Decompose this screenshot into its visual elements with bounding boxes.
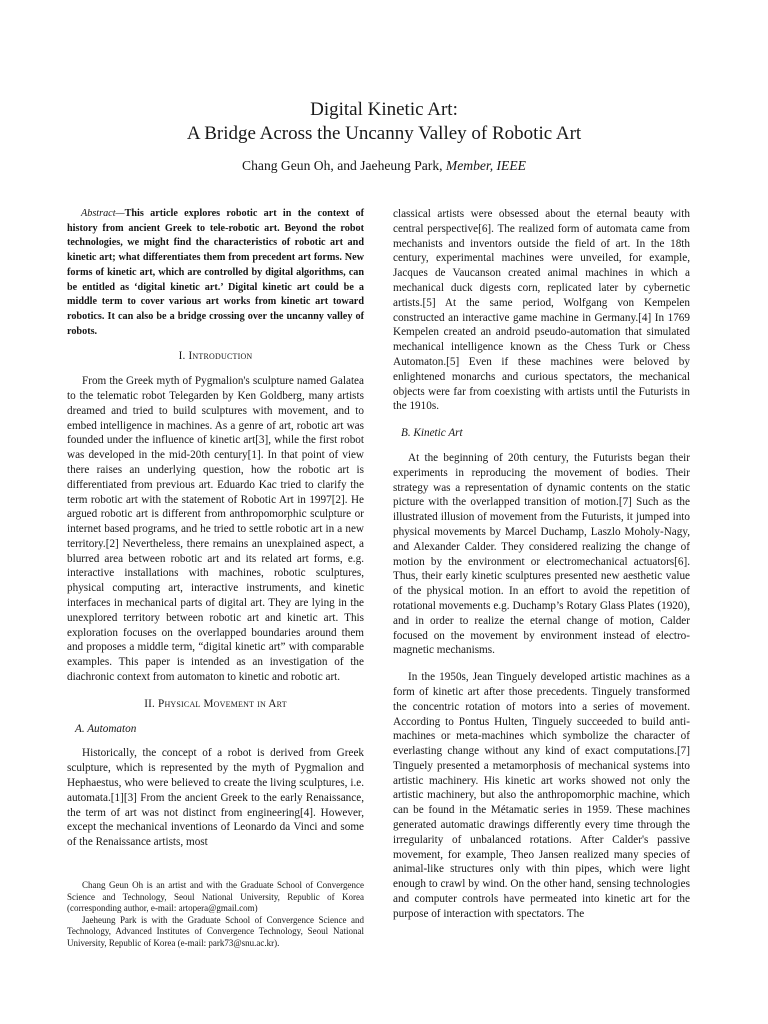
subsection-heading-automaton: A. Automaton: [75, 722, 137, 735]
automaton-paragraph-continued: classical artists were obsessed about the eternal beauty with central perspective[6]. The realized form of automata came from mechanists and inventors outside the field of art. In the 18th century, experimental machines were unveiled, for example, Jacques de Vaucanson created animal machines in which a mechanical duck digests corn, replicated later by cybernetic artists.[5] At the same period, Wolfgang von Kempelen constructed an interactive game machine in Germany.[4] In 1769 Kempelen created an android pseudo-automation that simulated mechanical intelligence known as the Chess Turk or Chess Automaton.[5] Even if these machines were beloved by enlightened monarchs and curious spectators, the mechanical objects were far from coexisting with artists until the Futurists in the 1910s.: [393, 208, 690, 413]
section-heading-introduction: I. Introduction: [178, 350, 253, 363]
right-column: [393, 207, 690, 922]
left-column: [67, 207, 364, 850]
introduction-paragraph: From the Greek myth of Pygmalion's sculpture named Galatea to the telematic robot Telegarden by Ken Goldberg, many artists dreamed and tried to build sculptures with movement, and to embed intelligence in machines. As a genre of art, robotic art was founded under the influence of kinetic art[3], while the first robot was developed in the mid-20th century[1]. In that point of view there raises an underlying question, how the robotic art is differentiated from previous art. Eduardo Kac tried to clarify the term robotic art with the statement of Robotic Art in 1997[2]. He argued robotic art is different from anthropomorphic sculpture or internet based programs, and he tried to settle robotic art in a new territory.[2] Nevertheless, there remains an unexplained aspect, a blurred area between robotic art and its related art forms, e.g. interactive installations with machines, robotic sculptures, physical computing art, interactive instruments, and kinetic interfaces in mechanical parts of digital art. They are lying in the unexplored territory between robotic art and kinetic art. This exploration focuses on the overlapped boundaries around them and proposes a middle term, “digital kinetic art” with comparable examples. This paper is intended as an investigation of the diachronic context from automaton to kinetic and robotic art.: [67, 375, 364, 684]
paper-title-line-1: Digital Kinetic Art:: [310, 99, 458, 120]
author-names: Chang Geun Oh, and Jaeheung Park,: [242, 158, 443, 173]
footnotes: [67, 880, 364, 950]
author-role: Member, IEEE: [445, 158, 526, 173]
author-line: [0, 157, 768, 175]
footnote-author-1: Chang Geun Oh is an artist and with the Graduate School of Convergence Science and Technology, Seoul National University, Republic of Korea (corresponding author, e-mail: artopera@gmail.com): [67, 880, 364, 914]
subsection-heading-kinetic-art: B. Kinetic Art: [401, 427, 463, 440]
footnote-author-2: Jaeheung Park is with the Graduate School of Convergence Science and Technology, Advanced Institutes of Convergence Technology, Seoul National University, Republic of Korea (e-mail: park73@snu.ac.kr).: [67, 914, 364, 948]
automaton-paragraph: Historically, the concept of a robot is derived from Greek sculpture, which is represented by the myth of Pygmalion and Hephaestus, who were believed to create the living sculptures, i.e. automata.[1][3] From the ancient Greek to the early Renaissance, the term of art was not distinct from engineering[4]. However, except the mechanical inventions of Leonardo da Vinci and some of the Renaissance artists, most: [67, 747, 364, 849]
kinetic-art-paragraph-2: In the 1950s, Jean Tinguely developed artistic machines as a form of kinetic art after those precedents. Tinguely transformed the concentric rotation of motors into a series of movement. According to Pontus Hulten, Tinguely succeeded to build anti-machines or meta-machines which symbolize the character of everlasting change without any kind of exact computations.[7] Tinguely presented a metamorphosis of mechanical systems into artistic machinery. His kinetic art works showed not only the artistic machinery, but also the anthropomorphic machine, which can be found in the Métamatic series in 1959. These machines generated automatic drawings differently every time through the irregularity of unbalanced rotations. After Calder's passive movement, for example, Theo Jansen realized many species of animal-like structures only with thin pipes, which were light enough to crawl by wind. On the other hand, sensing technologies and computer controls have permeated into kinetic art for the purpose of interaction with spectators. The: [393, 671, 690, 920]
paper-title-line-2: A Bridge Across the Uncanny Valley of Robotic Art: [186, 123, 582, 144]
abstract: [67, 207, 364, 339]
section-heading-physical-movement: II. Physical Movement in Art: [144, 697, 287, 710]
kinetic-art-paragraph-1: At the beginning of 20th century, the Futurists began their experiments in reproducing the movement of bodies. Their strategy was a representation of dynamic contents on the static picture with the overlapped transition of motion.[7] Such as the illustrated illusion of movement from the Futurists, it jumped into physical movements by Marcel Duchamp, Laszlo Moholy-Nagy, and Alexander Calder. They considered realizing the change of motion by the environment or electromechanical actuators[6]. Thus, their early kinetic sculptures presented new aesthetic value of the physical motion. In an effort to avoid the repetition of rotational movements e.g. Duchamp’s Rotary Glass Plates (1920), and in order to realize the eternal change of motion, Calder focused on the movement by environment instead of electro-magnetic mechanisms.: [393, 451, 690, 657]
abstract-lead: Abstract—: [81, 208, 125, 219]
abstract-text: This article explores robotic art in the context of history from ancient Greek to tele-robotic art. Beyond the robot technologies, we might find the characteristics of robotic art and kinetic art; what differentiates them from precedent art forms. New forms of kinetic art, which are controlled by digital algorithms, can be entitled as ‘digital kinetic art.’ Digital kinetic art could be a middle term to cover various art works from kinetic art toward robotics. It can also be a bridge crossing over the uncanny valley of robots.: [67, 208, 364, 337]
